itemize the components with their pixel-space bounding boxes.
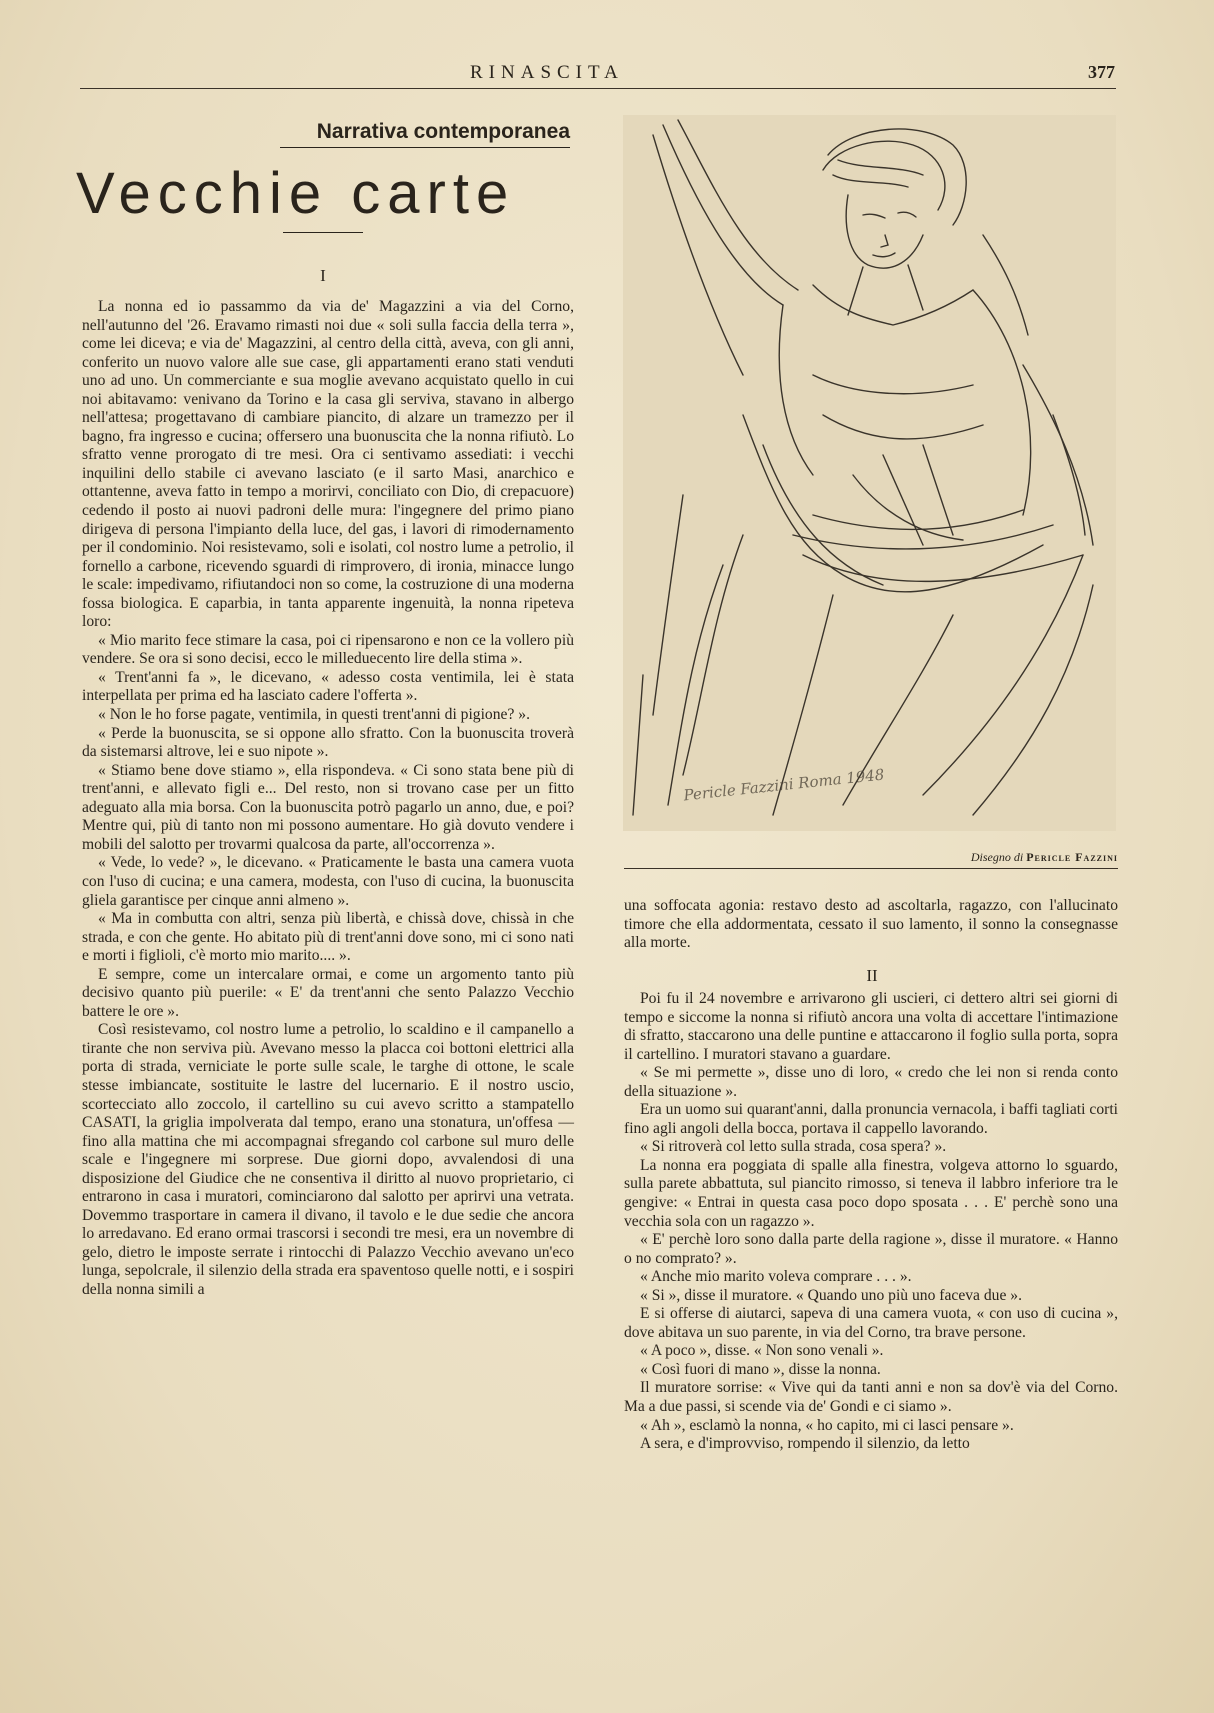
paragraph: « A poco », disse. « Non sono venali ». (640, 1342, 884, 1360)
paragraph: A sera, e d'improvviso, rompendo il silenzio, da letto (640, 1435, 970, 1453)
right-column-top (624, 897, 1118, 953)
page-number: 377 (1088, 62, 1115, 82)
paragraph: « Anche mio marito voleva comprare . . . ». (640, 1268, 912, 1286)
paragraph: « Non le ho forse pagate, ventimila, in questi trent'anni di pigione? ». (98, 706, 530, 724)
header-rule (80, 88, 1116, 89)
paragraph: « E' perchè loro sono dalla parte della ragione », disse il muratore. « Hanno o no comprato? ». (624, 1231, 1118, 1267)
section-label: Narrativa contemporanea (316, 120, 570, 143)
paragraph: La nonna era poggiata di spalle alla finestra, volgeva attorno lo sguardo, sulla parete abbattuta, sul piancito rimosso, si teneva il labbro inferiore tra le gengive: « Entrai in questa casa poco dopo sposata . . . E' perchè sono una vecchia sola con un ragazzo ». (624, 1156, 1118, 1230)
article-title: Vecchie carte (76, 161, 516, 226)
journal-title: RINASCITA (470, 62, 624, 83)
caption-artist: Pericle Fazzini (1026, 850, 1118, 864)
paragraph: « Ma in combutta con altri, senza più libertà, e chissà dove, chissà in che strada, e con che gente. Ho abitato più di trent'anni dove sono, mi ci sono nati e morti i figlioli, c'è morto mio marito.... ». (82, 910, 574, 965)
paragraph: Così resistevamo, col nostro lume a petrolio, lo scaldino e il campanello a tirante che non serviva più. Avevano messo la placca coi bottoni elettrici alla porta di strada, verniciate le porte sulle scale, le targhe di ottone, le scale stesse imbiancate, sostituite le lastre del lucernario. E il nostro uscio, scortecciato allo zoccolo, il cartellino su cui avevo scritto a stampatello CASATI, la griglia impolverata dal tempo, erano una stonatura, un'offesa — fino alla mattina che mi accompagnai sfregando col carbone sul muro delle scale e l'ingegnere mi sorprese. Due giorni dopo, avvalendosi di una disposizione del Giudice che ne consentiva il diritto al nuovo proprietario, ci entrarono in casa i muratori, cominciarono dal salotto per aprirvi una vetrata. Dovemmo trasportare in camera il divano, il tavolo e le due sedie che ancora lo arredavano. Ed erano ormai trascorsi i secondi tre mesi, era un novembre di gelo, dietro le imposte serrate i rintocchi di Palazzo Vecchio avevano un'eco lunga, sepolcrale, il silenzio della strada era spaventoso quelle notti, e i sospiri della nonna simili a (82, 1021, 574, 1298)
paragraph: « Trent'anni fa », le dicevano, « adesso costa ventimila, lei è stata interpellata per prima ed ha lasciato cadere l'offerta ». (82, 668, 574, 705)
illustration-caption (624, 850, 1118, 865)
paragraph: « Stiamo bene dove stiamo », ella rispondeva. « Ci sono stata bene più di trent'anni, e allevato figli e... Del resto, non si trovano case per un fitto adeguato alla mia borsa. Con la buonuscita potrò pagarlo un anno, due, e poi? Mentre qui, più di tanto non mi possono aumentare. Ho già dovuto vendere i mobili del salotto per trovarmi qualcosa da parte, all'occorrenza ». (82, 761, 574, 853)
section-rule (280, 147, 570, 148)
paragraph: La nonna ed io passammo da via de' Magazzini a via del Corno, nell'autunno del '26. Eravamo rimasti noi due « soli sulla faccia della terra », come lei diceva; e via de' Magazzini, al centro della città, aveva, con gli anni, conferito un nuovo valore alle sue case, gli appartamenti erano stati venduti uno ad uno. Un commerciante e sua moglie avevano acquistato quello in cui noi abitavamo: venivano da Torino e la casa gli serviva, stavano in albergo nell'attesa; progettavano di cambiare piancito, di alzare un tramezzo per il bagno, fra ingresso e cucina; offersero una buonuscita che la nonna rifiutò. Lo sfratto venne prorogato di tre mesi. Ora ci sentivamo assediati: i vecchi inquilini dello stabile ci avevano lasciato (e il sarto Masi, anarchico e ottantenne, aveva fatto in tempo a morirvi, conciliato con Dio, di crepacuore) cedendo il posto ai nuovi padroni delle mura: l'ingegnere del primo piano dirigeva di persona l'impianto della luce, del gas, i lavori di rimodernamento per il condominio. Noi resistevamo, soli e isolati, col nostro lume a petrolio, il fornello a carbone, ricevendo sguardi di rimprovero, di ironia, minacce lungo le scale: impedivamo, rifiutandoci non so come, la costruzione di una moderna fossa biologica. E caparbia, in tanta apparente ingenuità, la nonna ripeteva loro: (82, 298, 574, 631)
chapter-heading-two: II (866, 966, 878, 985)
illustration-drawing (623, 115, 1116, 831)
paragraph: E sempre, come un intercalare ormai, e come un argomento tanto più decisivo quanto più puerile: « E' da trent'anni che sento Palazzo Vecchio battere le ore ». (82, 965, 574, 1020)
artist-signature: Pericle Fazzini Roma 1948 (682, 765, 886, 805)
left-column (82, 298, 574, 1300)
caption-rule (624, 868, 1118, 869)
paragraph: « Si ritroverà col letto sulla strada, cosa spera? ». (640, 1138, 947, 1156)
paragraph: « Si », disse il muratore. « Quando uno più uno faceva due ». (640, 1286, 1022, 1304)
right-column (624, 990, 1118, 1454)
paragraph: Poi fu il 24 novembre e arrivarono gli uscieri, ci dettero altri sei giorni di tempo e siccome la nonna si rifiutò ancora una volta di accettare l'intimazione di sfratto, staccarono una delle puntine e attaccarono il foglio sulla porta, sopra il cartellino. I muratori stavano a guardare. (624, 990, 1118, 1063)
paragraph: « Vede, lo vede? », le dicevano. « Praticamente le basta una camera vuota con l'uso di cucina; e una camera, modesta, con l'uso di cucina, la buonuscita gliela garantisce per cinque anni almeno ». (82, 854, 574, 909)
chapter-heading-one: I (320, 266, 326, 285)
paragraph: « Ah », esclamò la nonna, « ho capito, mi ci lasci pensare ». (640, 1416, 1014, 1434)
paragraph: « Perde la buonuscita, se si oppone allo sfratto. Con la buonuscita troverà da sistemarsi altrove, lei e suo nipote ». (82, 724, 574, 761)
sketch-of-woman (623, 115, 1116, 831)
paragraph: una soffocata agonia: restavo desto ad ascoltarla, ragazzo, con l'allucinato timore che ella addormentata, cessato il suo lamento, il sonno la consegnasse alla morte. (624, 897, 1118, 952)
paragraph: Il muratore sorrise: « Vive qui da tanti anni e non sa dov'è via del Corno. Ma a due passi, si scende via de' Gondi e ci siamo ». (624, 1379, 1118, 1416)
paragraph: « Se mi permette », disse uno di loro, « credo che lei non si renda conto della situazione ». (624, 1064, 1118, 1100)
title-rule (283, 232, 363, 233)
paragraph: « Mio marito fece stimare la casa, poi ci ripensarono e non ce la vollero più vendere. Se ora si sono decisi, ecco le milleduecento lire della stima ». (82, 631, 574, 668)
running-head (0, 62, 1214, 86)
caption-prefix: Disegno di (970, 850, 1024, 864)
paragraph: « Così fuori di mano », disse la nonna. (640, 1360, 881, 1378)
paragraph: Era un uomo sui quarant'anni, dalla pronuncia vernacola, i baffi tagliati corti fino agli angoli della bocca, portava il cappello lavorando. (624, 1101, 1118, 1137)
paragraph: E si offerse di aiutarci, sapeva di una camera vuota, « con uso di cucina », dove abitava un suo parente, in via del Corno, tra brave persone. (624, 1305, 1118, 1341)
